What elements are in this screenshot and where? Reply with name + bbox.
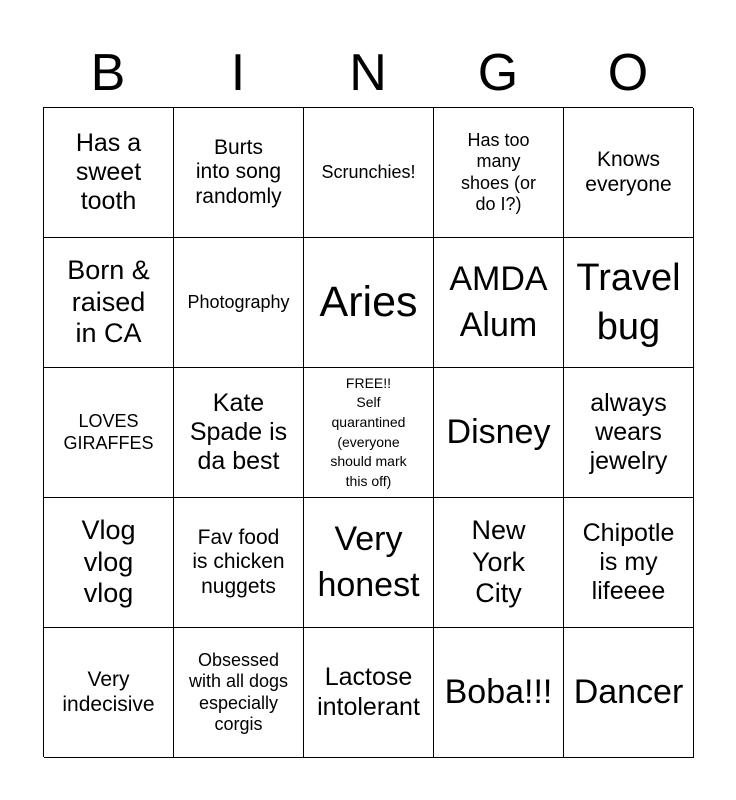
bingo-cell-r2-c5[interactable]: Travel bug xyxy=(564,238,694,368)
bingo-cell-r4-c5[interactable]: Chipotle is my lifeeee xyxy=(564,498,694,628)
bingo-cell-r1-c3[interactable]: Scrunchies! xyxy=(304,108,434,238)
bingo-cell-r3-c3-free-space[interactable]: FREE!! Self quarantined (everyone should mark this off) xyxy=(304,368,434,498)
bingo-cell-r5-c4[interactable]: Boba!!! xyxy=(434,628,564,758)
bingo-cell-r4-c3[interactable]: Very honest xyxy=(304,498,434,628)
bingo-cell-r4-c4[interactable]: New York City xyxy=(434,498,564,628)
bingo-cell-r3-c4[interactable]: Disney xyxy=(434,368,564,498)
bingo-cell-r1-c2[interactable]: Burts into song randomly xyxy=(174,108,304,238)
bingo-cell-r1-c5[interactable]: Knows everyone xyxy=(564,108,694,238)
header-letter-g: G xyxy=(477,44,519,102)
bingo-cell-r3-c5[interactable]: always wears jewelry xyxy=(564,368,694,498)
header-letter-n: N xyxy=(349,44,387,102)
bingo-board xyxy=(43,107,693,757)
bingo-cell-r2-c1[interactable]: Born & raised in CA xyxy=(44,238,174,368)
header-letter-i: I xyxy=(230,44,246,102)
bingo-cell-r5-c5[interactable]: Dancer xyxy=(564,628,694,758)
bingo-cell-r5-c2[interactable]: Obsessed with all dogs especially corgis xyxy=(174,628,304,758)
bingo-cell-r5-c3[interactable]: Lactose intolerant xyxy=(304,628,434,758)
bingo-cell-r1-c4[interactable]: Has too many shoes (or do I?) xyxy=(434,108,564,238)
bingo-cell-r4-c1[interactable]: Vlog vlog vlog xyxy=(44,498,174,628)
bingo-cell-r3-c1[interactable]: LOVES GIRAFFES xyxy=(44,368,174,498)
header-letter-o: O xyxy=(607,44,649,102)
bingo-cell-r2-c2[interactable]: Photography xyxy=(174,238,304,368)
bingo-cell-r3-c2[interactable]: Kate Spade is da best xyxy=(174,368,304,498)
bingo-cell-r1-c1[interactable]: Has a sweet tooth xyxy=(44,108,174,238)
bingo-cell-r4-c2[interactable]: Fav food is chicken nuggets xyxy=(174,498,304,628)
bingo-cell-r5-c1[interactable]: Very indecisive xyxy=(44,628,174,758)
header-letter-b: B xyxy=(90,44,126,102)
bingo-cell-r2-c3[interactable]: Aries xyxy=(304,238,434,368)
bingo-header xyxy=(43,40,693,106)
bingo-cell-r2-c4[interactable]: AMDA Alum xyxy=(434,238,564,368)
